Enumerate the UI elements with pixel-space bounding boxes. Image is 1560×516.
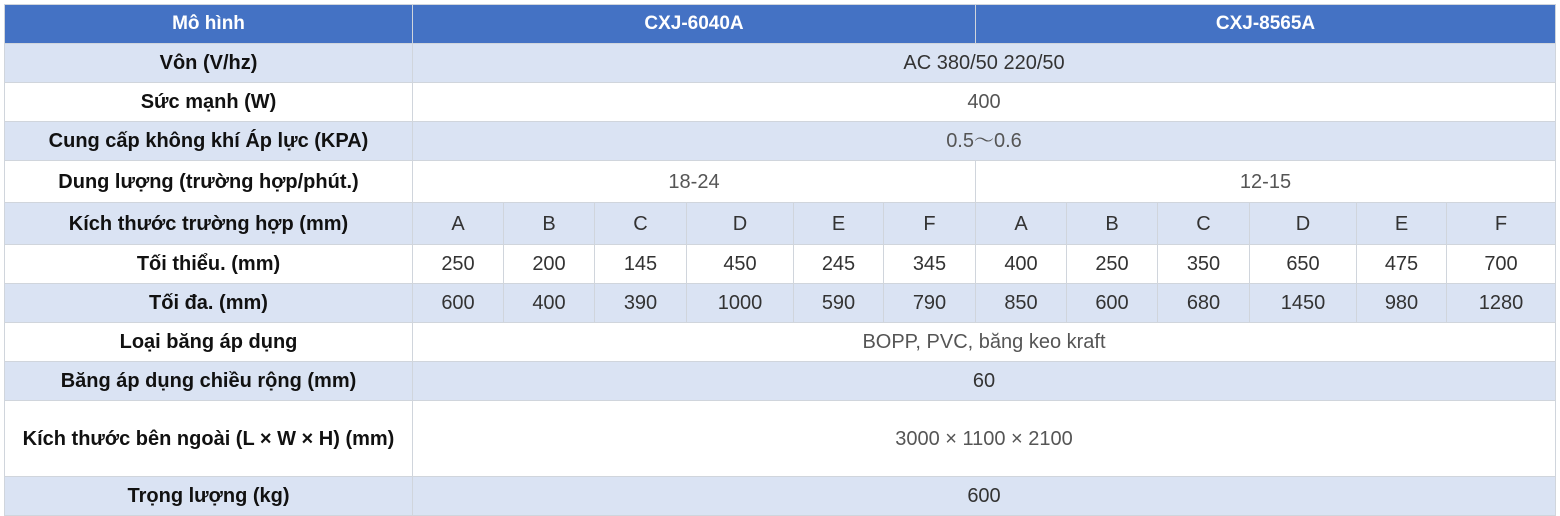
max-cell: 600 xyxy=(1067,284,1158,323)
case-col-f: F xyxy=(884,203,976,245)
min-cell: 145 xyxy=(595,245,687,284)
max-cell: 590 xyxy=(794,284,884,323)
min-cell: 350 xyxy=(1158,245,1250,284)
tape-type-row xyxy=(5,323,1556,362)
max-cell: 980 xyxy=(1357,284,1447,323)
max-label: Tối đa. (mm) xyxy=(5,284,413,323)
power-value: 400 xyxy=(413,83,1556,122)
max-cell: 400 xyxy=(504,284,595,323)
capacity-value-1: 18-24 xyxy=(413,161,976,203)
max-cell: 790 xyxy=(884,284,976,323)
case-col-f: F xyxy=(1447,203,1556,245)
weight-value: 600 xyxy=(413,477,1556,516)
max-cell: 1000 xyxy=(687,284,794,323)
model-label: Mô hình xyxy=(5,5,413,44)
max-cell: 850 xyxy=(976,284,1067,323)
capacity-label: Dung lượng (trường hợp/phút.) xyxy=(5,161,413,203)
voltage-row xyxy=(5,44,1556,83)
header-row xyxy=(5,5,1556,44)
outer-size-label: Kích thước bên ngoài (L × W × H) (mm) xyxy=(5,401,413,477)
power-row xyxy=(5,83,1556,122)
min-cell: 200 xyxy=(504,245,595,284)
case-col-c: C xyxy=(595,203,687,245)
spec-table xyxy=(4,4,1556,516)
min-row xyxy=(5,245,1556,284)
case-col-a: A xyxy=(976,203,1067,245)
model-1-header: CXJ-6040A xyxy=(413,5,976,44)
air-pressure-row xyxy=(5,122,1556,161)
min-cell: 345 xyxy=(884,245,976,284)
tape-type-label: Loại băng áp dụng xyxy=(5,323,413,362)
max-cell: 600 xyxy=(413,284,504,323)
max-cell: 1450 xyxy=(1250,284,1357,323)
case-col-c: C xyxy=(1158,203,1250,245)
max-row xyxy=(5,284,1556,323)
model-2-header: CXJ-8565A xyxy=(976,5,1556,44)
min-cell: 245 xyxy=(794,245,884,284)
voltage-value: AC 380/50 220/50 xyxy=(413,44,1556,83)
case-size-label: Kích thước trường hợp (mm) xyxy=(5,203,413,245)
case-col-a: A xyxy=(413,203,504,245)
max-cell: 680 xyxy=(1158,284,1250,323)
tape-width-value: 60 xyxy=(413,362,1556,401)
case-col-b: B xyxy=(504,203,595,245)
min-label: Tối thiểu. (mm) xyxy=(5,245,413,284)
case-col-e: E xyxy=(1357,203,1447,245)
capacity-row xyxy=(5,161,1556,203)
air-pressure-label: Cung cấp không khí Áp lực (KPA) xyxy=(5,122,413,161)
outer-size-row xyxy=(5,401,1556,477)
capacity-value-2: 12-15 xyxy=(976,161,1556,203)
max-cell: 390 xyxy=(595,284,687,323)
voltage-label: Vôn (V/hz) xyxy=(5,44,413,83)
min-cell: 475 xyxy=(1357,245,1447,284)
min-cell: 650 xyxy=(1250,245,1357,284)
max-cell: 1280 xyxy=(1447,284,1556,323)
power-label: Sức mạnh (W) xyxy=(5,83,413,122)
min-cell: 700 xyxy=(1447,245,1556,284)
min-cell: 400 xyxy=(976,245,1067,284)
case-col-d: D xyxy=(687,203,794,245)
outer-size-value: 3000 × 1100 × 2100 xyxy=(413,401,1556,477)
tape-width-label: Băng áp dụng chiều rộng (mm) xyxy=(5,362,413,401)
case-col-d: D xyxy=(1250,203,1357,245)
min-cell: 450 xyxy=(687,245,794,284)
case-col-b: B xyxy=(1067,203,1158,245)
min-cell: 250 xyxy=(413,245,504,284)
tape-type-value: BOPP, PVC, băng keo kraft xyxy=(413,323,1556,362)
weight-label: Trọng lượng (kg) xyxy=(5,477,413,516)
case-col-e: E xyxy=(794,203,884,245)
tape-width-row xyxy=(5,362,1556,401)
min-cell: 250 xyxy=(1067,245,1158,284)
case-size-row xyxy=(5,203,1556,245)
weight-row xyxy=(5,477,1556,516)
air-pressure-value: 0.5～0.6 xyxy=(413,122,1556,161)
